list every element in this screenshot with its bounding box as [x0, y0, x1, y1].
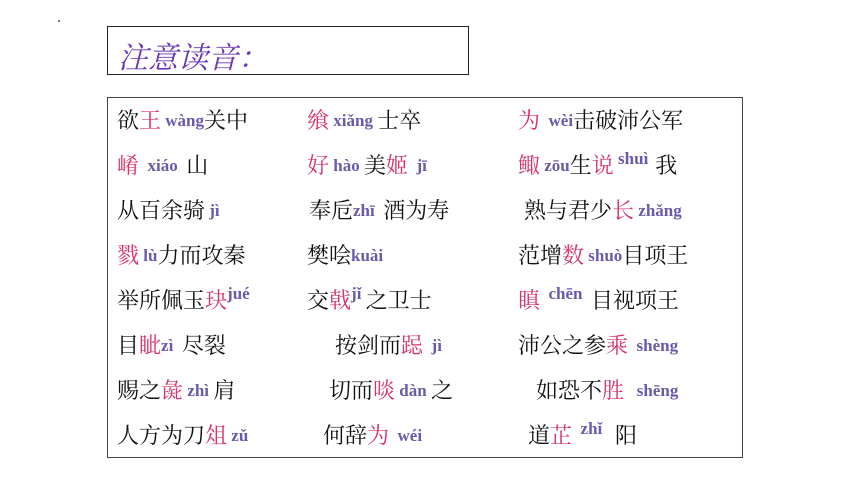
entry-cell [536, 374, 678, 405]
text: 尽裂 [181, 334, 226, 359]
text: 举所佩玉 [117, 289, 206, 314]
text: 力而攻秦 [157, 244, 246, 269]
page-title: 注意读音： [118, 41, 268, 76]
pinyin: wàng [161, 111, 205, 130]
highlighted-char: 啖 [373, 379, 396, 404]
text: 之卫士 [365, 289, 432, 314]
pinyin: kuài [351, 246, 384, 265]
pinyin: shēng [624, 381, 679, 400]
entry-cell [518, 149, 677, 180]
pinyin: jué [227, 284, 250, 303]
entry-cell [117, 284, 250, 315]
entry-cell [518, 329, 678, 360]
pinyin: zhì [183, 381, 214, 400]
pinyin: shuò [584, 246, 623, 265]
text: 山 [186, 154, 209, 179]
highlighted-char: 飨 [307, 109, 330, 134]
highlighted-char: 芷 [550, 424, 573, 449]
highlighted-char: 说 [591, 154, 614, 179]
highlighted-char: 戮 [117, 244, 140, 269]
text: 击破沛公军 [573, 109, 684, 134]
entry-cell [518, 284, 679, 315]
pinyin: lù [139, 246, 158, 265]
text: 目项王 [622, 244, 689, 269]
text: 士卒 [377, 109, 422, 134]
text: 樊哙 [307, 244, 352, 269]
entry-cell [309, 194, 449, 225]
pinyin: xiáo [139, 156, 187, 175]
text: 如恐不 [536, 379, 603, 404]
text: 熟与君少 [524, 199, 613, 224]
pinyin: zhǐ [572, 419, 616, 438]
text: 交 [307, 289, 330, 314]
pinyin: chēn [540, 284, 592, 303]
title-box [107, 26, 469, 75]
pronunciation-table [107, 97, 743, 458]
pinyin: jì [205, 201, 220, 220]
highlighted-char: 眦 [139, 334, 162, 359]
entry-cell [329, 374, 453, 405]
entry-cell [117, 329, 226, 360]
entry-cell [307, 239, 383, 270]
entry-cell [323, 419, 422, 450]
entry-cell [307, 284, 432, 315]
pinyin: shuì [613, 149, 649, 168]
pinyin: xiǎng [329, 111, 378, 130]
text: 欲 [117, 109, 140, 134]
entry-cell [518, 239, 688, 270]
entry-cell [528, 419, 637, 450]
text: 目 [117, 334, 140, 359]
pinyin: dàn [395, 381, 431, 400]
text: 何辞 [323, 424, 368, 449]
text: 我 [648, 154, 678, 179]
highlighted-char: 胜 [602, 379, 625, 404]
text: 阳 [615, 424, 638, 449]
entry-cell [307, 149, 427, 180]
entry-cell [117, 194, 220, 225]
pinyin: wéi [389, 426, 423, 445]
highlighted-char: 跽 [401, 334, 424, 359]
highlighted-char: 瞋 [518, 289, 541, 314]
stray-dot [58, 20, 60, 22]
text: 酒为寿 [383, 199, 450, 224]
entry-cell [117, 374, 235, 405]
pinyin: shèng [628, 336, 679, 355]
pinyin: jì [423, 336, 442, 355]
pinyin: hào [329, 156, 364, 175]
highlighted-char: 数 [562, 244, 585, 269]
text: 道 [528, 424, 551, 449]
pinyin: zhǎng [634, 201, 682, 220]
text: 关中 [204, 109, 249, 134]
entry-cell [117, 419, 248, 450]
text: 按剑而 [335, 334, 402, 359]
highlighted-char: 彘 [161, 379, 184, 404]
highlighted-char: 玦 [205, 289, 228, 314]
text: 赐之 [117, 379, 162, 404]
highlighted-char: 长 [612, 199, 635, 224]
pinyin: jǐ [351, 284, 366, 303]
entry-cell [117, 149, 208, 180]
text: 奉卮 [309, 199, 354, 224]
entry-cell [117, 104, 248, 135]
entry-cell [524, 194, 682, 225]
highlighted-char: 戟 [329, 289, 352, 314]
pinyin: zōu [540, 156, 570, 175]
pinyin: zǔ [227, 426, 249, 445]
pinyin: jī [408, 156, 427, 175]
text: 切而 [329, 379, 374, 404]
highlighted-char: 为 [518, 109, 541, 134]
text: 美 [363, 154, 386, 179]
highlighted-char: 王 [139, 109, 162, 134]
highlighted-char: 鲰 [518, 154, 541, 179]
pinyin: zhī [353, 201, 384, 220]
text: 人方为刀 [117, 424, 206, 449]
text: 生 [569, 154, 592, 179]
highlighted-char: 姬 [386, 154, 409, 179]
highlighted-char: 崤 [117, 154, 140, 179]
text: 沛公之参 [518, 334, 607, 359]
text: 从百余骑 [117, 199, 206, 224]
pinyin: wèi [540, 111, 574, 130]
highlighted-char: 好 [307, 154, 330, 179]
entry-cell [335, 329, 442, 360]
text: 目视项王 [591, 289, 680, 314]
entry-cell [518, 104, 683, 135]
highlighted-char: 俎 [205, 424, 228, 449]
text: 肩 [213, 379, 236, 404]
highlighted-char: 为 [367, 424, 390, 449]
entry-cell [307, 104, 421, 135]
pinyin: zì [161, 336, 182, 355]
text: 之 [430, 379, 453, 404]
highlighted-char: 乘 [606, 334, 629, 359]
entry-cell [117, 239, 245, 270]
text: 范增 [518, 244, 563, 269]
